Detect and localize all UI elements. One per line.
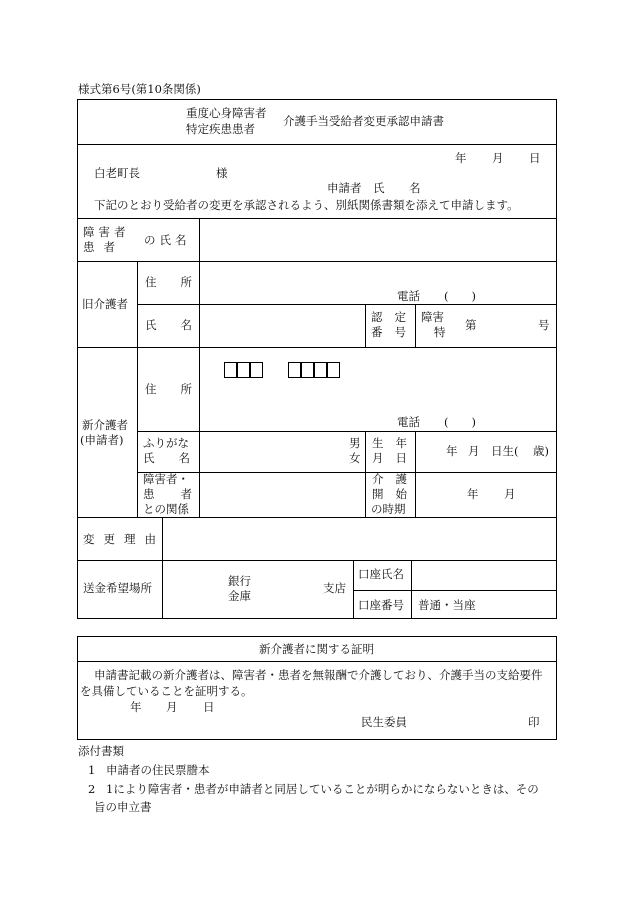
name-label-1: 氏 [373, 181, 385, 195]
start-label-line3: の時期 [371, 502, 406, 516]
attachment-1-text: 申請者の住民票謄本 [106, 763, 210, 777]
relation-field[interactable] [204, 478, 359, 508]
sex-male-option[interactable]: 男 [349, 436, 361, 450]
relation-label-line3: との関係 [143, 502, 189, 516]
bank-option[interactable]: 銀行 [228, 574, 251, 588]
addressee: 白老町長 [94, 166, 140, 180]
old-name-label: 氏名 [145, 318, 216, 332]
application-statement: 下記のとおり受給者の変更を承認されるよう、別紙関係書類を添えて申請します。 [94, 198, 519, 212]
change-reason-label: 変更理由 [83, 532, 165, 546]
title-line1: 重度心身障害者 [186, 106, 267, 120]
patient-name-label: の氏名 [144, 233, 191, 247]
new-name-label: 氏名 [143, 451, 214, 465]
cert-label-line2: 番号 [371, 325, 418, 339]
cert-date-day: 日 [203, 700, 215, 714]
start-label-line1: 介護 [372, 472, 419, 486]
date-month-label: 月 [492, 151, 504, 165]
new-address-field[interactable] [204, 385, 544, 407]
commissioner-label: 民生委員 [361, 715, 407, 729]
postal-digit-box[interactable] [250, 362, 263, 378]
form-number: 様式第6号(第10条関係) [78, 82, 201, 96]
old-caregiver-label: 旧介護者 [82, 297, 128, 311]
applicant-label: 申請者 [327, 181, 362, 195]
certification-text-line2: を具備していることを証明する。 [80, 684, 253, 698]
date-year-label: 年 [455, 151, 467, 165]
patient-name-field[interactable] [204, 228, 544, 250]
type-line1: 障害 [421, 310, 444, 324]
new-address-label: 住所 [145, 382, 216, 396]
seal-mark: 印 [528, 715, 540, 729]
attachment-2-text-line1: 1により障害者・患者が申請者と同居していることが明らかにならないときは、その [106, 782, 539, 796]
birth-year-label: 年 [446, 444, 458, 458]
postal-digit-box[interactable] [224, 362, 237, 378]
new-phone-paren: ( ) [444, 415, 476, 429]
new-caregiver-label: 新介護者 [82, 418, 128, 432]
cert-date-month: 月 [166, 700, 178, 714]
postal-digit-box[interactable] [301, 362, 314, 378]
relation-label-line2: 患者 [143, 487, 218, 501]
attachment-2-text-line2: 旨の申立書 [94, 800, 152, 814]
honorific: 様 [216, 166, 228, 180]
old-address-field[interactable] [204, 266, 544, 286]
postal-digit-box[interactable] [237, 362, 250, 378]
patient-label-line1: 障害者 [83, 225, 130, 239]
account-type-option[interactable]: 普通・当座 [418, 598, 476, 612]
type-line2: 特 [434, 325, 446, 339]
branch-label: 支店 [323, 581, 346, 595]
name-label-2: 名 [409, 181, 421, 195]
cert-number-suffix: 号 [538, 318, 550, 332]
old-phone-paren: ( ) [444, 289, 476, 303]
new-name-field[interactable] [204, 436, 344, 466]
new-phone-label: 電話 [397, 415, 420, 429]
cert-label-line1: 認定 [371, 310, 418, 324]
postal-digit-box[interactable] [327, 362, 340, 378]
title-line2: 特定疾患患者 [186, 122, 255, 136]
postal-digit-box[interactable] [288, 362, 301, 378]
form-title: 介護手当受給者変更承認申請書 [283, 114, 444, 128]
start-month-label: 月 [504, 487, 516, 501]
certification-text-line1: 申請書記載の新介護者は、障害者・患者を無報酬で介護しており、介護手当の支給要件 [94, 668, 543, 682]
attachments-heading: 添付書類 [78, 744, 124, 758]
cert-number-prefix: 第 [465, 318, 477, 332]
postal-digit-box[interactable] [314, 362, 327, 378]
old-address-label: 住所 [145, 275, 216, 289]
age-label: 歳) [533, 444, 549, 458]
birth-label-line2: 月日 [372, 451, 419, 465]
old-name-field[interactable] [204, 310, 359, 340]
credit-union-option[interactable]: 金庫 [228, 589, 251, 603]
cert-date-year: 年 [130, 700, 142, 714]
attachment-1-number: 1 [88, 763, 96, 777]
remittance-label: 送金希望場所 [83, 581, 152, 595]
change-reason-field[interactable] [167, 524, 551, 554]
birth-day-label: 日生( [491, 444, 519, 458]
certification-title: 新介護者に関する証明 [259, 642, 374, 656]
account-name-label: 口座氏名 [358, 567, 404, 581]
relation-label-line1: 障害者・ [143, 472, 189, 486]
birth-label-line1: 生年 [372, 436, 419, 450]
furigana-label: ふりがな [143, 436, 189, 450]
start-label-line2: 開始 [372, 487, 419, 501]
patient-label-line2: 患者 [83, 240, 124, 254]
sex-female-option[interactable]: 女 [349, 451, 361, 465]
account-number-label: 口座番号 [358, 598, 404, 612]
attachment-2-number: 2 [88, 782, 96, 796]
date-day-label: 日 [529, 151, 541, 165]
birth-month-label: 月 [468, 444, 480, 458]
account-name-field[interactable] [416, 564, 552, 586]
start-year-label: 年 [467, 487, 479, 501]
old-phone-label: 電話 [397, 289, 420, 303]
new-caregiver-sublabel: (申請者) [80, 433, 124, 447]
